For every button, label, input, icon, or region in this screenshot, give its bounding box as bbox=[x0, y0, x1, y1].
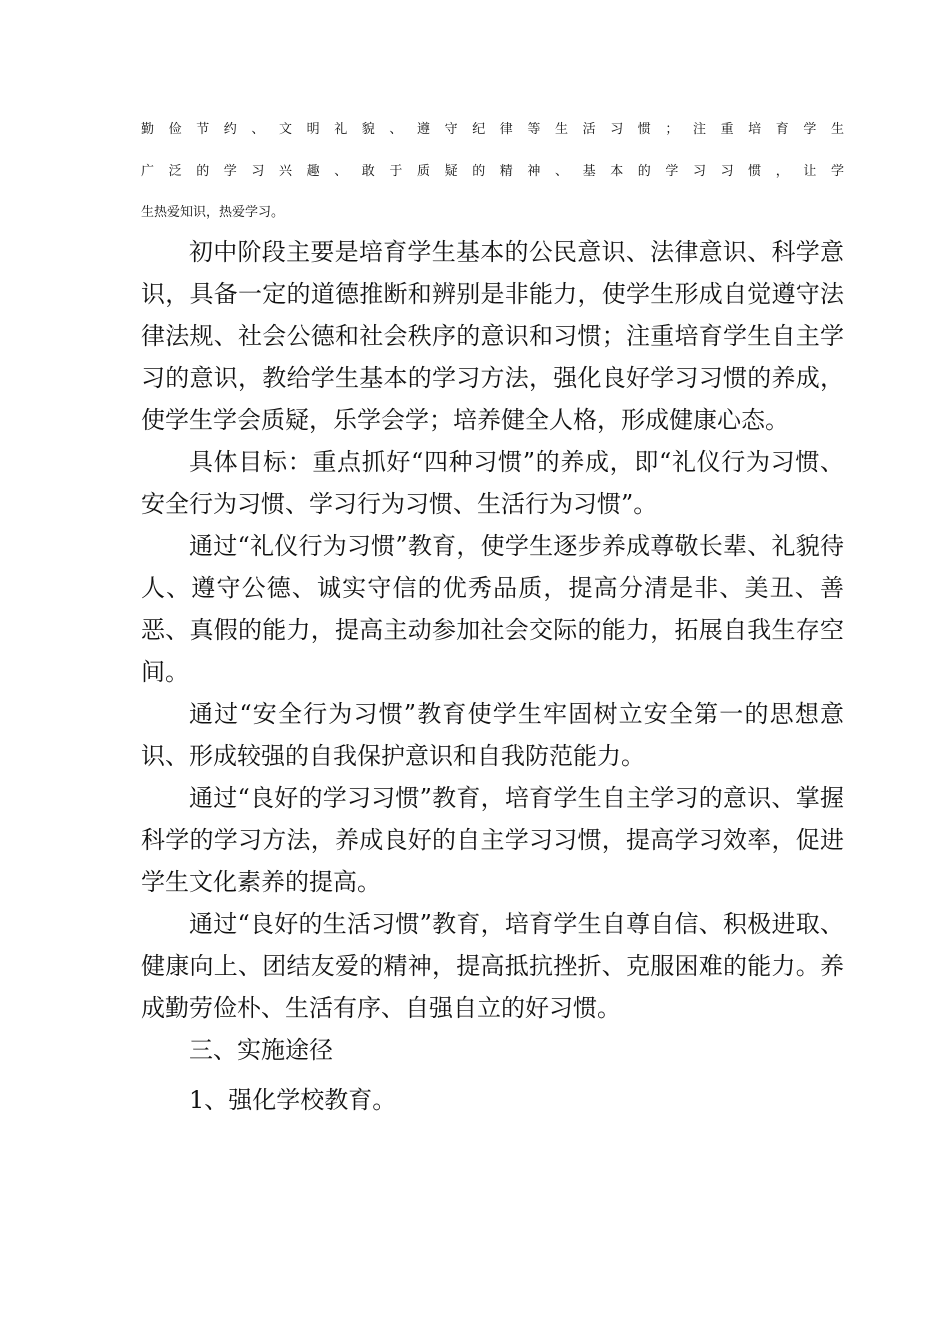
top-text-line: 广泛的学习兴趣、敢于质疑的精神、基本的学习习惯，让学 bbox=[141, 164, 844, 179]
section-heading: 三、实施途径 bbox=[189, 1036, 333, 1064]
top-text-line: 勤俭节约、文明礼貌、遵守纪律等生活习惯；注重培育学生 bbox=[141, 122, 844, 137]
paragraph: 通过“礼仪行为习惯”教育，使学生逐步养成尊敬长辈、礼貌待人、遵守公德、诚实守信的优秀品质，提高分清是非、美丑、善恶、真假的能力，提高主动参加社会交际的能力，拓展自我生存空间。 bbox=[141, 532, 844, 686]
sub-heading: 1、强化学校教育。 bbox=[189, 1086, 397, 1114]
paragraph: 通过“良好的学习习惯”教育，培育学生自主学习的意识、掌握科学的学习方法，养成良好的自主学习习惯，提高学习效率，促进学生文化素养的提高。 bbox=[141, 784, 844, 896]
paragraph: 通过“安全行为习惯”教育使学生牢固树立安全第一的思想意识、形成较强的自我保护意识和自我防范能力。 bbox=[141, 700, 844, 770]
paragraph: 通过“良好的生活习惯”教育，培育学生自尊自信、积极进取、健康向上、团结友爱的精神，提高抵抗挫折、克服困难的能力。养成勤劳俭朴、生活有序、自强自立的好习惯。 bbox=[141, 910, 844, 1022]
paragraph: 具体目标：重点抓好“四种习惯”的养成，即“礼仪行为习惯、安全行为习惯、学习行为习惯、生活行为习惯”。 bbox=[141, 448, 844, 518]
paragraph: 初中阶段主要是培育学生基本的公民意识、法律意识、科学意识，具备一定的道德推断和辨别是非能力，使学生形成自觉遵守法律法规、社会公德和社会秩序的意识和习惯；注重培育学生自主学习的意识，教给学生基本的学习方法，强化良好学习习惯的养成，使学生学会质疑，乐学会学；培养健全人格，形成健康心态。 bbox=[141, 238, 844, 434]
document-body bbox=[141, 231, 844, 1121]
spacer bbox=[141, 1071, 844, 1079]
top-text-line: 生热爱知识，热爱学习。 bbox=[141, 205, 285, 220]
